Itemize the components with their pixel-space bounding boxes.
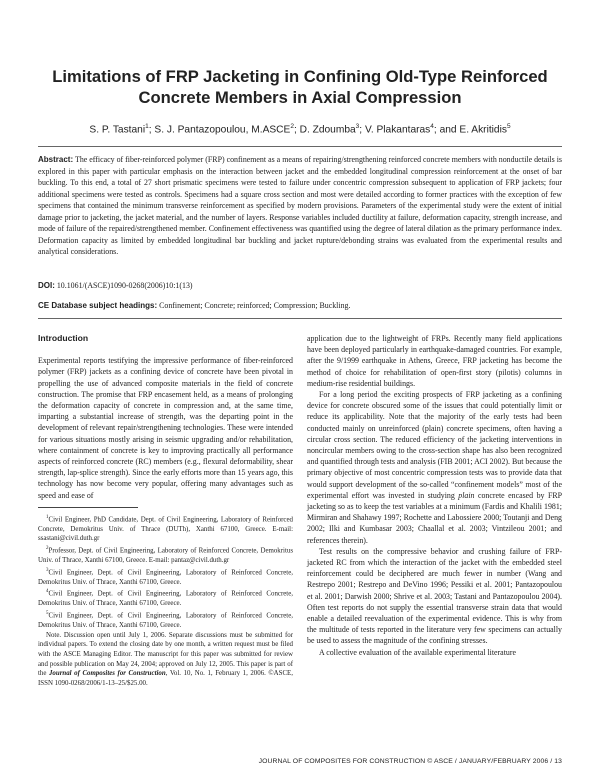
subject-headings-label: CE Database subject headings: xyxy=(38,301,158,310)
author-affiliation-mark: 3 xyxy=(355,123,360,130)
footnote xyxy=(38,513,293,544)
footnote-mark: 4 xyxy=(46,589,49,595)
footnote-text: Civil Engineer, PhD Candidate, Dept. of Civil Engineering, Laboratory of Reinforced Concrete, Demokritus Univ. of Thrace (DUTh), Xanthi 67100, Greece. E-mail: ssastani@civil.duth.gr xyxy=(38,516,293,543)
author-name: ; S. J. Pantazopoulou, M.ASCE xyxy=(148,124,291,136)
footnote-text: Civil Engineer, Dept. of Civil Engineering, Laboratory of Reinforced Concrete, Demokritus Univ. of Thrace, Xanthi 67100, Greece. xyxy=(38,612,293,629)
footnote-divider xyxy=(38,507,138,508)
footnote-mark: 1 xyxy=(46,514,49,520)
body-text-italic: plain xyxy=(458,490,475,500)
abstract-bottom-divider xyxy=(38,318,562,319)
author-affiliation-mark: 5 xyxy=(506,123,511,130)
author-name: ; and E. Akritidis xyxy=(433,124,507,136)
body-paragraph: Experimental reports testifying the impressive performance of fiber-reinforced polymer (FRP) jackets as a confining device of concrete have been pivotal in propelling the use of advanced composite materials in the field of concrete construction. The promise that FRP encasement held, as a means of prolonging the deformation capacity of concrete in compression and, at the same time, imparting a substantial increase of strength, was the departing point in the development of relevant repair/strengthening technologies. These were intended for various situations mostly arising in seismic upgrading and/or rehabilitation, where containment of concrete is key to improving practically all performance aspects of reinforced concrete (RC) members (e.g., flexural deformability, shear strength, lap-splice strength). Since the early efforts more than 15 years ago, this technology has now become very popular, offering many advantages such as speed and ease of xyxy=(38,356,293,500)
abstract xyxy=(38,154,562,258)
footnote-text: Professor, Dept. of Civil Engineering, Laboratory of Reinforced Concrete, Demokritus Univ. of Thrace, Xanthi 67100, Greece. E-mail: pantaz@civil.duth.gr xyxy=(38,547,293,565)
editorial-note-text: , Vol. 10, No. 1, February 1, 2006. ©ASCE, ISSN 1090-0268/2006/1-13–25/$25.00. xyxy=(38,670,293,687)
left-column xyxy=(38,333,293,688)
author-list xyxy=(30,120,570,136)
body-paragraph: A collective evaluation of the available experimental literature xyxy=(319,647,516,657)
footnote xyxy=(38,566,293,588)
page-footer: JOURNAL OF COMPOSITES FOR CONSTRUCTION © ASCE / JANUARY/FEBRUARY 2006 / 13 xyxy=(258,758,562,765)
body-paragraph: Test results on the compressive behavior and crushing failure of FRP-jacketed RC from which the interaction of the jacket with the embedded steel reinforcement could be deciphered are much fewer in number (Wang and Restrepo 2001; Restrepo and DeVino 1996; Pessiki et al. 2001; Pantazopoulou et al. 2001; Darwish 2000; Shrive et al. 2003; Tastani and Pantazopoulou 2004). Often test reports do not supply the essential transverse strain data that would enable a detailed reevaluation of the experimental evidence. This is why from the multitude of tests reported in the literature very few specimens can actually be used to assess the magnitude of the confining stresses. xyxy=(307,546,562,646)
footnote xyxy=(38,544,293,566)
section-heading-introduction: Introduction xyxy=(38,333,89,343)
footnotes xyxy=(38,513,293,689)
footnote xyxy=(38,587,293,609)
body-paragraph: application due to the lightweight of FRPs. Recently many field applications have been deployed particularly in earthquake-damaged countries. For example, after the 9/1999 earthquake in Athens, Greece, FRP jacketing has become the method of choice for rehabilitation of open-first story (pilotis) columns in medium-rise residential buildings. xyxy=(307,334,562,388)
editorial-note xyxy=(38,631,293,689)
editorial-note-text: Note. Discussion open until July 1, 2006. Separate discussions must be submitted for individual papers. To extend the closing date by one month, a written request must be filed with the ASCE Managing Editor. The manuscript for this paper was submitted for review and possible publication on May 24, 2004; approved on July 12, 2005. This paper is part of the xyxy=(38,631,293,678)
author-name: S. P. Tastani xyxy=(89,124,146,136)
doi-line xyxy=(38,280,562,291)
footnote-text: Civil Engineer, Dept. of Civil Engineering, Laboratory of Reinforced Concrete, Demokritus Univ. of Thrace, Xanthi 67100, Greece. xyxy=(38,590,293,608)
right-column xyxy=(307,333,562,658)
doi-value: 10.1061/(ASCE)1090-0268(2006)10:1(13) xyxy=(54,281,193,290)
top-divider xyxy=(38,146,562,147)
footnote-mark: 3 xyxy=(46,567,49,573)
author-affiliation-mark: 4 xyxy=(430,123,434,130)
footnote-text: Civil Engineer, Dept. of Civil Engineering, Laboratory of Reinforced Concrete, Demokritus Univ. of Thrace, Xanthi 67100, Greece. xyxy=(38,569,293,586)
body-text: For a long period the exciting prospects of FRP jacketing as a confining device for concrete obscured some of the issues that could potentially limit or reduce its applicability. Note that the majority of the early tests had been conducted mainly on unreinforced (plain) concrete specimens, often having a circular cross section. The reduced efficiency of the jacketing interventions in noncircular members owing to the cross-section shape has also been recognized and quantified through tests and analysis (FIB 2001; ACI 2002). But because the primary objective of most concentric compression tests was to provide data that would support development of the so-called “confinement models” most of the experimental effort was invested in studying xyxy=(307,390,562,500)
doi-label: DOI: xyxy=(38,281,55,290)
author-affiliation-mark: 2 xyxy=(290,123,294,130)
body-paragraph xyxy=(307,389,562,546)
footnote-mark: 5 xyxy=(46,610,49,616)
footnote-mark: 2 xyxy=(46,546,49,552)
author-name: ; D. Zdoumba xyxy=(293,124,356,136)
body-text: concrete encased by FRP jacketing so as to keep the test variables at a minimum (Fardis and Khalili 1981; Mirmiran and Shahawy 1997; Rochette and Labossiere 2000; Toutanji and Deng 2002; Ilki and Kumbasar 2003; Chaallal et al. 2003; Vintzileou 2001; and references therein). xyxy=(307,490,562,545)
abstract-label: Abstract: xyxy=(38,155,74,164)
author-name: ; V. Plakantaras xyxy=(359,124,431,136)
footnote xyxy=(38,609,293,631)
journal-name: Journal of Composites for Construction xyxy=(48,670,166,678)
paper-title: Limitations of FRP Jacketing in Confining Old-Type Reinforced Concrete Members in Axial Compression xyxy=(52,67,548,107)
abstract-text: The efficacy of fiber-reinforced polymer (FRP) confinement as a means of repairing/strengthening reinforced concrete members with nonductile details is explored in this paper with particular emphasis on the interaction between jacket and the embedded longitudinal compression reinforcement at the onset of bar buckling. To this end, a total of 27 short prismatic specimens were tested to failure under concentric compression subsequent to application of FRP jackets; four additional specimens were tested as controls. Specimens had a square cross section and most were detailed according to former practices with the exception of few specimens that contained the minimum transverse reinforcement as specified by modern provisions. Parameters of the experimental study were the extent of initial damage prior to jacketing, the jacket material, and the number of layers. Response variables included ductility at failure, deformation capacity, strength increase, and mode of failure of the repaired/strengthened member. Confinement effectiveness was quantified using the degree of lateral dilation as the primary performance index. Deformation capacity as limited by embedded longitudinal bar buckling and jacket rupture/debonding strains was evaluated from the experimental results and analytical considerations. xyxy=(38,155,562,257)
subject-headings xyxy=(38,300,562,311)
subject-headings-value: Confinement; Concrete; reinforced; Compression; Buckling. xyxy=(157,301,351,310)
author-affiliation-mark: 1 xyxy=(145,123,149,130)
